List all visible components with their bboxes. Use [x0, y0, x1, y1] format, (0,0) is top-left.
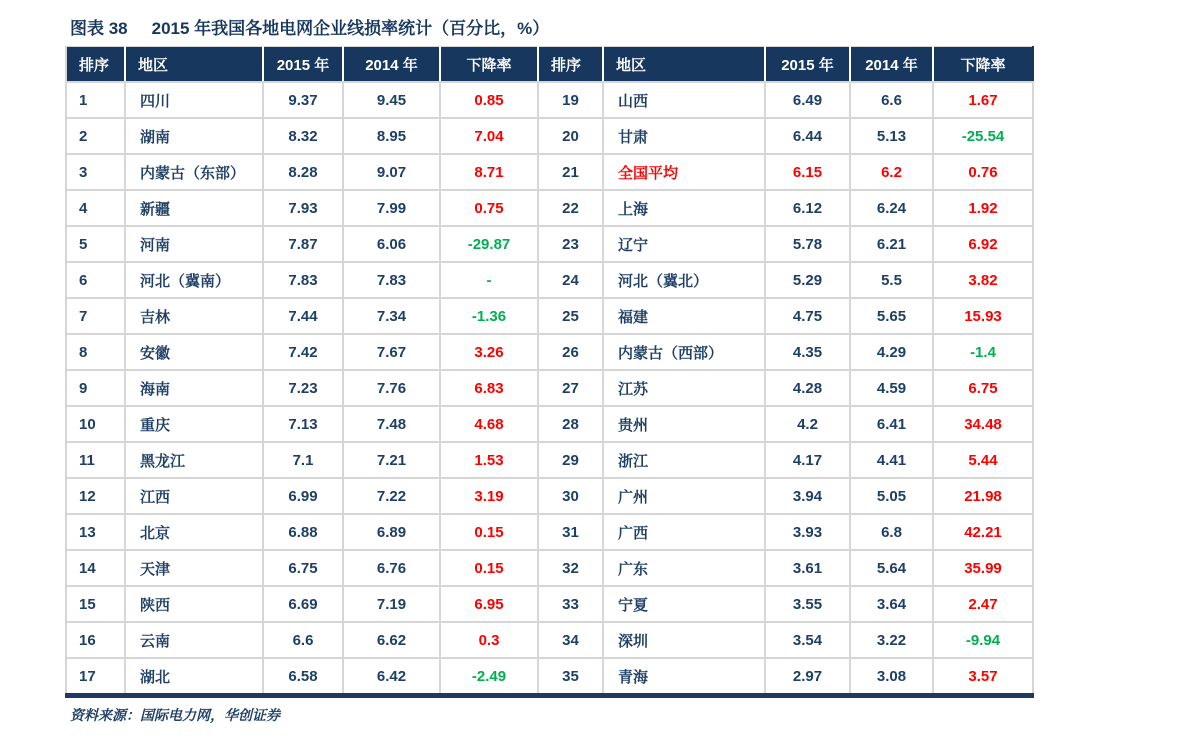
decline-rate-cell: 8.71 — [440, 154, 538, 190]
decline-rate-cell: -25.54 — [933, 118, 1033, 154]
decline-rate-cell: 21.98 — [933, 478, 1033, 514]
rank-cell: 28 — [538, 406, 603, 442]
decline-rate-cell: 1.53 — [440, 442, 538, 478]
region-cell: 全国平均 — [603, 154, 765, 190]
decline-rate-cell: 34.48 — [933, 406, 1033, 442]
col-header-decline-left: 下降率 — [440, 47, 538, 83]
rank-cell: 30 — [538, 478, 603, 514]
region-cell: 广西 — [603, 514, 765, 550]
value-2014-cell: 5.05 — [850, 478, 933, 514]
table-row — [66, 370, 1033, 406]
value-2015-cell: 7.44 — [263, 298, 343, 334]
region-cell: 内蒙古（西部） — [603, 334, 765, 370]
table-row — [66, 190, 1033, 226]
rank-cell: 21 — [538, 154, 603, 190]
rank-cell: 29 — [538, 442, 603, 478]
region-cell: 辽宁 — [603, 226, 765, 262]
rank-cell: 19 — [538, 82, 603, 118]
region-cell: 河南 — [125, 226, 263, 262]
region-cell: 湖南 — [125, 118, 263, 154]
value-2014-cell: 8.95 — [343, 118, 440, 154]
decline-rate-cell: -29.87 — [440, 226, 538, 262]
decline-rate-cell: 6.95 — [440, 586, 538, 622]
table-row — [66, 478, 1033, 514]
decline-rate-cell: 6.92 — [933, 226, 1033, 262]
value-2014-cell: 9.45 — [343, 82, 440, 118]
value-2014-cell: 7.99 — [343, 190, 440, 226]
value-2014-cell: 6.6 — [850, 82, 933, 118]
value-2015-cell: 6.49 — [765, 82, 850, 118]
value-2015-cell: 3.93 — [765, 514, 850, 550]
value-2015-cell: 4.35 — [765, 334, 850, 370]
rank-cell: 24 — [538, 262, 603, 298]
value-2015-cell: 8.28 — [263, 154, 343, 190]
rank-cell: 9 — [66, 370, 125, 406]
value-2014-cell: 5.5 — [850, 262, 933, 298]
region-cell: 海南 — [125, 370, 263, 406]
figure-title — [70, 14, 549, 39]
decline-rate-cell: 35.99 — [933, 550, 1033, 586]
value-2014-cell: 6.24 — [850, 190, 933, 226]
value-2015-cell: 7.23 — [263, 370, 343, 406]
decline-rate-cell: 2.47 — [933, 586, 1033, 622]
col-header-2015-left: 2015 年 — [263, 47, 343, 83]
region-cell: 河北（冀南） — [125, 262, 263, 298]
value-2015-cell: 6.58 — [263, 658, 343, 696]
region-cell: 吉林 — [125, 298, 263, 334]
decline-rate-cell: 5.44 — [933, 442, 1033, 478]
col-header-rank-left: 排序 — [66, 47, 125, 83]
rank-cell: 14 — [66, 550, 125, 586]
value-2014-cell: 6.2 — [850, 154, 933, 190]
rank-cell: 35 — [538, 658, 603, 696]
decline-rate-cell: 0.3 — [440, 622, 538, 658]
region-cell: 重庆 — [125, 406, 263, 442]
rank-cell: 5 — [66, 226, 125, 262]
decline-rate-cell: 7.04 — [440, 118, 538, 154]
value-2014-cell: 3.22 — [850, 622, 933, 658]
decline-rate-cell: 3.26 — [440, 334, 538, 370]
value-2014-cell: 5.13 — [850, 118, 933, 154]
value-2014-cell: 5.64 — [850, 550, 933, 586]
value-2015-cell: 5.78 — [765, 226, 850, 262]
decline-rate-cell: 3.19 — [440, 478, 538, 514]
figure-number-label: 图表 38 — [70, 19, 128, 38]
decline-rate-cell: 0.75 — [440, 190, 538, 226]
col-header-2014-right: 2014 年 — [850, 47, 933, 83]
region-cell: 深圳 — [603, 622, 765, 658]
col-header-region-right: 地区 — [603, 47, 765, 83]
decline-rate-cell: - — [440, 262, 538, 298]
region-cell: 浙江 — [603, 442, 765, 478]
header-row — [66, 47, 1033, 83]
value-2014-cell: 7.34 — [343, 298, 440, 334]
value-2014-cell: 9.07 — [343, 154, 440, 190]
decline-rate-cell: 0.85 — [440, 82, 538, 118]
decline-rate-cell: 1.92 — [933, 190, 1033, 226]
rank-cell: 15 — [66, 586, 125, 622]
rank-cell: 34 — [538, 622, 603, 658]
value-2014-cell: 7.83 — [343, 262, 440, 298]
region-cell: 贵州 — [603, 406, 765, 442]
rank-cell: 17 — [66, 658, 125, 696]
table-row — [66, 514, 1033, 550]
value-2014-cell: 6.76 — [343, 550, 440, 586]
value-2014-cell: 6.41 — [850, 406, 933, 442]
figure-caption: 2015 年我国各地电网企业线损率统计（百分比，%） — [151, 19, 550, 38]
value-2014-cell: 4.29 — [850, 334, 933, 370]
col-header-2014-left: 2014 年 — [343, 47, 440, 83]
region-cell: 广东 — [603, 550, 765, 586]
value-2015-cell: 5.29 — [765, 262, 850, 298]
decline-rate-cell: 4.68 — [440, 406, 538, 442]
region-cell: 陕西 — [125, 586, 263, 622]
decline-rate-cell: 0.76 — [933, 154, 1033, 190]
table-row — [66, 442, 1033, 478]
table-row — [66, 262, 1033, 298]
table-row — [66, 334, 1033, 370]
rank-cell: 22 — [538, 190, 603, 226]
decline-rate-cell: 15.93 — [933, 298, 1033, 334]
value-2014-cell: 6.21 — [850, 226, 933, 262]
rank-cell: 33 — [538, 586, 603, 622]
rank-cell: 20 — [538, 118, 603, 154]
decline-rate-cell: -1.36 — [440, 298, 538, 334]
decline-rate-cell: -1.4 — [933, 334, 1033, 370]
decline-rate-cell: 0.15 — [440, 550, 538, 586]
region-cell: 青海 — [603, 658, 765, 696]
value-2014-cell: 6.89 — [343, 514, 440, 550]
value-2015-cell: 6.15 — [765, 154, 850, 190]
rank-cell: 4 — [66, 190, 125, 226]
rank-cell: 2 — [66, 118, 125, 154]
rank-cell: 8 — [66, 334, 125, 370]
col-header-decline-right: 下降率 — [933, 47, 1033, 83]
value-2014-cell: 7.67 — [343, 334, 440, 370]
decline-rate-cell: 6.83 — [440, 370, 538, 406]
col-header-region-left: 地区 — [125, 47, 263, 83]
decline-rate-cell: 1.67 — [933, 82, 1033, 118]
value-2014-cell: 6.8 — [850, 514, 933, 550]
value-2014-cell: 7.76 — [343, 370, 440, 406]
decline-rate-cell: 3.57 — [933, 658, 1033, 696]
region-cell: 天津 — [125, 550, 263, 586]
value-2014-cell: 4.41 — [850, 442, 933, 478]
value-2015-cell: 3.54 — [765, 622, 850, 658]
region-cell: 甘肃 — [603, 118, 765, 154]
region-cell: 江苏 — [603, 370, 765, 406]
decline-rate-cell: -2.49 — [440, 658, 538, 696]
value-2015-cell: 4.28 — [765, 370, 850, 406]
rank-cell: 27 — [538, 370, 603, 406]
table-row — [66, 406, 1033, 442]
value-2015-cell: 3.61 — [765, 550, 850, 586]
value-2014-cell: 7.48 — [343, 406, 440, 442]
rank-cell: 13 — [66, 514, 125, 550]
value-2015-cell: 6.75 — [263, 550, 343, 586]
line-loss-rate-table — [65, 46, 1034, 698]
value-2014-cell: 6.06 — [343, 226, 440, 262]
region-cell: 河北（冀北） — [603, 262, 765, 298]
region-cell: 黑龙江 — [125, 442, 263, 478]
table-row — [66, 82, 1033, 118]
table-row — [66, 154, 1033, 190]
rank-cell: 31 — [538, 514, 603, 550]
value-2015-cell: 7.93 — [263, 190, 343, 226]
decline-rate-cell: 6.75 — [933, 370, 1033, 406]
value-2015-cell: 4.2 — [765, 406, 850, 442]
value-2015-cell: 9.37 — [263, 82, 343, 118]
rank-cell: 26 — [538, 334, 603, 370]
value-2015-cell: 6.99 — [263, 478, 343, 514]
region-cell: 安徽 — [125, 334, 263, 370]
value-2014-cell: 5.65 — [850, 298, 933, 334]
table-body — [66, 82, 1033, 696]
region-cell: 广州 — [603, 478, 765, 514]
region-cell: 福建 — [603, 298, 765, 334]
value-2015-cell: 6.69 — [263, 586, 343, 622]
rank-cell: 11 — [66, 442, 125, 478]
value-2014-cell: 6.62 — [343, 622, 440, 658]
region-cell: 湖北 — [125, 658, 263, 696]
col-header-2015-right: 2015 年 — [765, 47, 850, 83]
region-cell: 新疆 — [125, 190, 263, 226]
region-cell: 内蒙古（东部） — [125, 154, 263, 190]
rank-cell: 16 — [66, 622, 125, 658]
rank-cell: 23 — [538, 226, 603, 262]
value-2014-cell: 7.21 — [343, 442, 440, 478]
region-cell: 北京 — [125, 514, 263, 550]
value-2015-cell: 4.17 — [765, 442, 850, 478]
rank-cell: 7 — [66, 298, 125, 334]
table-row — [66, 550, 1033, 586]
rank-cell: 1 — [66, 82, 125, 118]
table-row — [66, 226, 1033, 262]
value-2015-cell: 7.1 — [263, 442, 343, 478]
table-row — [66, 298, 1033, 334]
table-row — [66, 622, 1033, 658]
value-2015-cell: 7.42 — [263, 334, 343, 370]
value-2015-cell: 6.12 — [765, 190, 850, 226]
value-2015-cell: 7.83 — [263, 262, 343, 298]
value-2015-cell: 7.87 — [263, 226, 343, 262]
value-2014-cell: 3.08 — [850, 658, 933, 696]
value-2015-cell: 3.55 — [765, 586, 850, 622]
table-row — [66, 118, 1033, 154]
rank-cell: 6 — [66, 262, 125, 298]
region-cell: 云南 — [125, 622, 263, 658]
value-2014-cell: 7.22 — [343, 478, 440, 514]
value-2014-cell: 6.42 — [343, 658, 440, 696]
decline-rate-cell: 42.21 — [933, 514, 1033, 550]
table-row — [66, 586, 1033, 622]
region-cell: 宁夏 — [603, 586, 765, 622]
value-2014-cell: 7.19 — [343, 586, 440, 622]
value-2014-cell: 3.64 — [850, 586, 933, 622]
value-2015-cell: 7.13 — [263, 406, 343, 442]
region-cell: 山西 — [603, 82, 765, 118]
value-2015-cell: 2.97 — [765, 658, 850, 696]
rank-cell: 3 — [66, 154, 125, 190]
col-header-rank-right: 排序 — [538, 47, 603, 83]
rank-cell: 25 — [538, 298, 603, 334]
region-cell: 四川 — [125, 82, 263, 118]
region-cell: 上海 — [603, 190, 765, 226]
rank-cell: 10 — [66, 406, 125, 442]
rank-cell: 12 — [66, 478, 125, 514]
value-2015-cell: 6.88 — [263, 514, 343, 550]
decline-rate-cell: 0.15 — [440, 514, 538, 550]
value-2015-cell: 6.6 — [263, 622, 343, 658]
rank-cell: 32 — [538, 550, 603, 586]
value-2015-cell: 6.44 — [765, 118, 850, 154]
value-2015-cell: 8.32 — [263, 118, 343, 154]
table-row — [66, 658, 1033, 696]
source-note: 资料来源：国际电力网，华创证券 — [70, 709, 280, 724]
value-2015-cell: 3.94 — [765, 478, 850, 514]
value-2014-cell: 4.59 — [850, 370, 933, 406]
value-2015-cell: 4.75 — [765, 298, 850, 334]
region-cell: 江西 — [125, 478, 263, 514]
decline-rate-cell: 3.82 — [933, 262, 1033, 298]
decline-rate-cell: -9.94 — [933, 622, 1033, 658]
